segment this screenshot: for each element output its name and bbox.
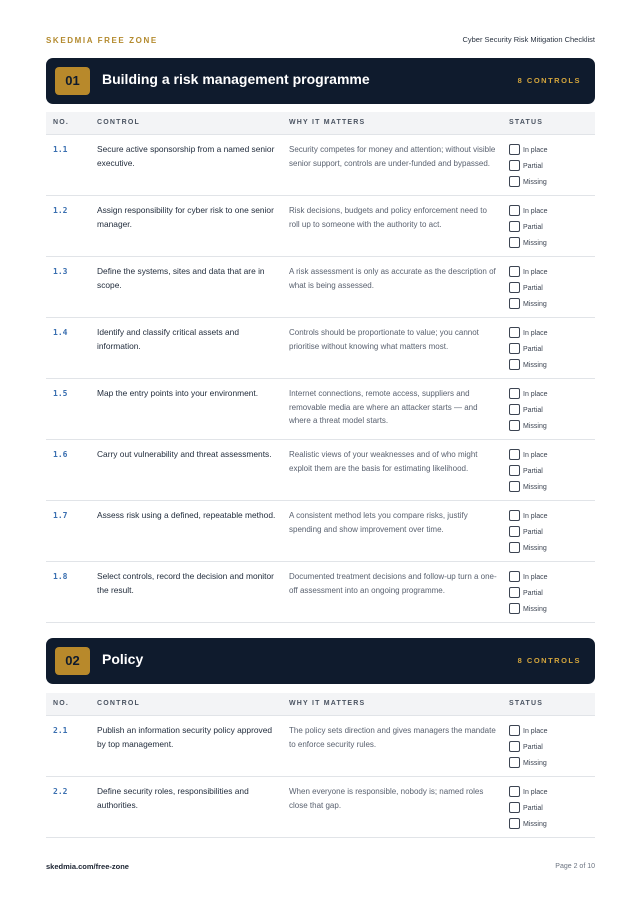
- status-option-label: Partial: [523, 224, 543, 231]
- status-option-label: In place: [523, 728, 548, 735]
- status-checkbox[interactable]: [509, 298, 520, 309]
- status-checkbox[interactable]: [509, 526, 520, 537]
- status-checkbox[interactable]: [509, 741, 520, 752]
- status-checkbox[interactable]: [509, 449, 520, 460]
- status-options: [509, 264, 589, 312]
- control-number: 1.7: [53, 511, 68, 520]
- status-checkbox[interactable]: [509, 237, 520, 248]
- table-header: [46, 112, 595, 135]
- control-text: Carry out vulnerability and threat assessments.: [97, 449, 272, 459]
- column-header-status: STATUS: [509, 119, 544, 126]
- status-option[interactable]: [509, 386, 589, 402]
- status-option[interactable]: [509, 723, 589, 739]
- status-option[interactable]: [509, 402, 589, 418]
- table-row: [46, 196, 595, 257]
- page-header: [46, 34, 595, 48]
- status-option-label: Partial: [523, 468, 543, 475]
- status-option[interactable]: [509, 142, 589, 158]
- status-option[interactable]: [509, 158, 589, 174]
- status-checkbox[interactable]: [509, 221, 520, 232]
- control-text: Map the entry points into your environment.: [97, 388, 259, 398]
- status-option[interactable]: [509, 585, 589, 601]
- control-number: 2.2: [53, 787, 68, 796]
- table-row: [46, 379, 595, 440]
- status-option[interactable]: [509, 296, 589, 312]
- why-it-matters-text: When everyone is responsible, nobody is; named roles close that gap.: [289, 787, 484, 810]
- table-header: [46, 693, 595, 716]
- why-it-matters-text: Controls should be proportionate to value; you cannot prioritise without knowing what matters most.: [289, 328, 479, 351]
- status-checkbox[interactable]: [509, 176, 520, 187]
- status-option[interactable]: [509, 800, 589, 816]
- status-option-label: Missing: [523, 301, 547, 308]
- status-options: [509, 784, 589, 832]
- table-row: [46, 318, 595, 379]
- status-checkbox[interactable]: [509, 388, 520, 399]
- status-options: [509, 569, 589, 617]
- status-option-label: Partial: [523, 163, 543, 170]
- status-option[interactable]: [509, 174, 589, 190]
- status-option[interactable]: [509, 601, 589, 617]
- status-option-label: In place: [523, 208, 548, 215]
- status-checkbox[interactable]: [509, 327, 520, 338]
- section-number: 01: [55, 67, 90, 95]
- page-number: Page 2 of 10: [555, 863, 595, 870]
- control-number: 1.8: [53, 572, 68, 581]
- status-option[interactable]: [509, 325, 589, 341]
- status-option-label: In place: [523, 789, 548, 796]
- brand-name: SKEDMIA FREE ZONE: [46, 36, 158, 45]
- status-checkbox[interactable]: [509, 587, 520, 598]
- status-option-label: In place: [523, 513, 548, 520]
- status-option[interactable]: [509, 784, 589, 800]
- column-header-why: WHY IT MATTERS: [289, 700, 366, 707]
- table-row: [46, 257, 595, 318]
- status-option-label: Partial: [523, 590, 543, 597]
- why-it-matters-text: A consistent method lets you compare risks, justify spending and show improvement over time.: [289, 511, 468, 534]
- status-options: [509, 142, 589, 190]
- column-header-status: STATUS: [509, 700, 544, 707]
- why-it-matters-text: Internet connections, remote access, suppliers and removable media are where an attacker starts — and where a threat model starts.: [289, 389, 478, 425]
- control-number: 1.1: [53, 145, 68, 154]
- status-checkbox[interactable]: [509, 420, 520, 431]
- control-text: Assess risk using a defined, repeatable method.: [97, 510, 276, 520]
- section-title: Policy: [102, 651, 144, 667]
- status-option-label: Missing: [523, 760, 547, 767]
- controls-table: [46, 693, 595, 838]
- control-text: Secure active sponsorship from a named senior executive.: [97, 144, 275, 168]
- column-header-no: NO.: [53, 700, 70, 707]
- footer-link[interactable]: skedmia.com/free-zone: [46, 862, 129, 871]
- control-number: 1.2: [53, 206, 68, 215]
- control-number: 2.1: [53, 726, 68, 735]
- why-it-matters-text: A risk assessment is only as accurate as the description of what is being assessed.: [289, 267, 496, 290]
- status-option-label: Missing: [523, 362, 547, 369]
- status-option-label: In place: [523, 330, 548, 337]
- status-checkbox[interactable]: [509, 465, 520, 476]
- status-options: [509, 447, 589, 495]
- status-checkbox[interactable]: [509, 757, 520, 768]
- table-row: [46, 135, 595, 196]
- status-option[interactable]: [509, 447, 589, 463]
- table-row: [46, 440, 595, 501]
- section-header: [46, 58, 595, 104]
- status-options: [509, 325, 589, 373]
- status-option-label: Missing: [523, 423, 547, 430]
- section-control-count: 8 CONTROLS: [517, 656, 581, 665]
- section-header: [46, 638, 595, 684]
- status-option-label: In place: [523, 391, 548, 398]
- status-option-label: Partial: [523, 805, 543, 812]
- control-number: 1.6: [53, 450, 68, 459]
- status-option[interactable]: [509, 816, 589, 832]
- status-option-label: Missing: [523, 484, 547, 491]
- why-it-matters-text: The policy sets direction and gives managers the mandate to enforce security rules.: [289, 726, 496, 749]
- why-it-matters-text: Realistic views of your weaknesses and of who might exploit them are the basis for estimating likelihood.: [289, 450, 478, 473]
- status-option[interactable]: [509, 569, 589, 585]
- column-header-control: CONTROL: [97, 700, 141, 707]
- status-checkbox[interactable]: [509, 343, 520, 354]
- control-text: Assign responsibility for cyber risk to one senior manager.: [97, 205, 274, 229]
- status-option-label: Missing: [523, 821, 547, 828]
- status-option[interactable]: [509, 341, 589, 357]
- status-option-label: In place: [523, 269, 548, 276]
- status-option[interactable]: [509, 508, 589, 524]
- status-checkbox[interactable]: [509, 542, 520, 553]
- section-control-count: 8 CONTROLS: [517, 76, 581, 85]
- status-option-label: Missing: [523, 179, 547, 186]
- status-options: [509, 386, 589, 434]
- status-checkbox[interactable]: [509, 481, 520, 492]
- section-title: Building a risk management programme: [102, 71, 370, 87]
- why-it-matters-text: Documented treatment decisions and follow-up turn a one-off assessment into an ongoing programme.: [289, 572, 497, 595]
- status-checkbox[interactable]: [509, 802, 520, 813]
- status-option[interactable]: [509, 755, 589, 771]
- status-options: [509, 203, 589, 251]
- table-row: [46, 777, 595, 838]
- control-number: 1.3: [53, 267, 68, 276]
- status-checkbox[interactable]: [509, 144, 520, 155]
- document-title: Cyber Security Risk Mitigation Checklist: [462, 35, 595, 44]
- status-checkbox[interactable]: [509, 404, 520, 415]
- status-checkbox[interactable]: [509, 571, 520, 582]
- status-option-label: Partial: [523, 346, 543, 353]
- status-option[interactable]: [509, 203, 589, 219]
- status-options: [509, 723, 589, 771]
- status-option-label: Partial: [523, 529, 543, 536]
- control-text: Select controls, record the decision and monitor the result.: [97, 571, 274, 595]
- status-option[interactable]: [509, 280, 589, 296]
- status-checkbox[interactable]: [509, 359, 520, 370]
- status-option[interactable]: [509, 418, 589, 434]
- section-number: 02: [55, 647, 90, 675]
- why-it-matters-text: Security competes for money and attention; without visible senior support, controls are under-funded and bypassed.: [289, 145, 496, 168]
- status-checkbox[interactable]: [509, 603, 520, 614]
- status-option-label: In place: [523, 574, 548, 581]
- status-option[interactable]: [509, 357, 589, 373]
- status-options: [509, 508, 589, 556]
- table-row: [46, 501, 595, 562]
- status-checkbox[interactable]: [509, 725, 520, 736]
- control-text: Define security roles, responsibilities and authorities.: [97, 786, 249, 810]
- status-option-label: Missing: [523, 606, 547, 613]
- status-option[interactable]: [509, 540, 589, 556]
- status-option-label: In place: [523, 147, 548, 154]
- controls-table: [46, 112, 595, 623]
- table-row: [46, 716, 595, 777]
- status-option-label: Partial: [523, 285, 543, 292]
- status-option[interactable]: [509, 235, 589, 251]
- column-header-why: WHY IT MATTERS: [289, 119, 366, 126]
- control-text: Define the systems, sites and data that are in scope.: [97, 266, 265, 290]
- status-option-label: Partial: [523, 744, 543, 751]
- status-checkbox[interactable]: [509, 282, 520, 293]
- column-header-no: NO.: [53, 119, 70, 126]
- status-option[interactable]: [509, 524, 589, 540]
- control-number: 1.4: [53, 328, 68, 337]
- status-option[interactable]: [509, 479, 589, 495]
- table-row: [46, 562, 595, 623]
- status-option[interactable]: [509, 264, 589, 280]
- status-checkbox[interactable]: [509, 818, 520, 829]
- control-text: Identify and classify critical assets and information.: [97, 327, 239, 351]
- status-checkbox[interactable]: [509, 266, 520, 277]
- status-option-label: Missing: [523, 545, 547, 552]
- status-option[interactable]: [509, 463, 589, 479]
- status-option-label: In place: [523, 452, 548, 459]
- status-option-label: Partial: [523, 407, 543, 414]
- status-option[interactable]: [509, 739, 589, 755]
- control-text: Publish an information security policy approved by top management.: [97, 725, 273, 749]
- column-header-control: CONTROL: [97, 119, 141, 126]
- status-checkbox[interactable]: [509, 160, 520, 171]
- why-it-matters-text: Risk decisions, budgets and policy enforcement need to roll up to someone with the authority to act.: [289, 206, 487, 229]
- status-option[interactable]: [509, 219, 589, 235]
- status-checkbox[interactable]: [509, 510, 520, 521]
- status-checkbox[interactable]: [509, 205, 520, 216]
- status-option-label: Missing: [523, 240, 547, 247]
- status-checkbox[interactable]: [509, 786, 520, 797]
- control-number: 1.5: [53, 389, 68, 398]
